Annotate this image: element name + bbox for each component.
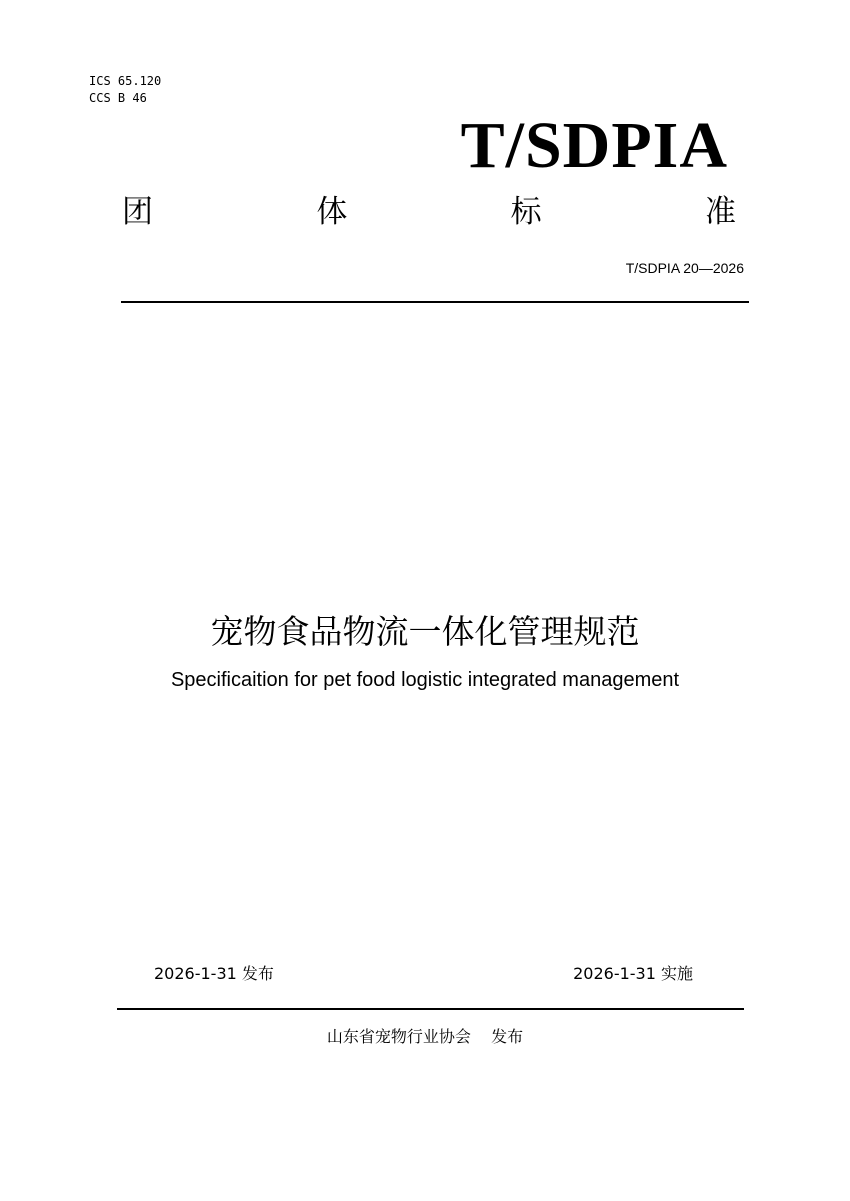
standard-type [122,192,736,232]
publisher: 山东省宠物行业协会 发布 [326,1027,524,1046]
ics-code: ICS 65.120 [89,74,162,88]
standard-type-char: 团 [122,194,153,230]
standard-type-char: 体 [316,194,348,230]
ccs-code: CCS B 46 [89,91,147,105]
issue-date: 2026-1-31 发布 [154,964,274,983]
title-english: Specificaition for pet food logistic integrated management [170,669,680,691]
implementation-date: 2026-1-31 实施 [573,964,693,983]
title-chinese: 宠物食品物流一体化管理规范 [210,612,640,651]
top-divider [121,301,749,303]
standard-type-char: 标 [510,194,542,230]
bottom-divider [117,1008,744,1010]
standard-number: T/SDPIA 20—2026 [625,260,744,276]
standard-type-char: 准 [704,194,736,230]
classification-codes [89,73,161,107]
organization-code: T/SDPIA [460,109,728,182]
